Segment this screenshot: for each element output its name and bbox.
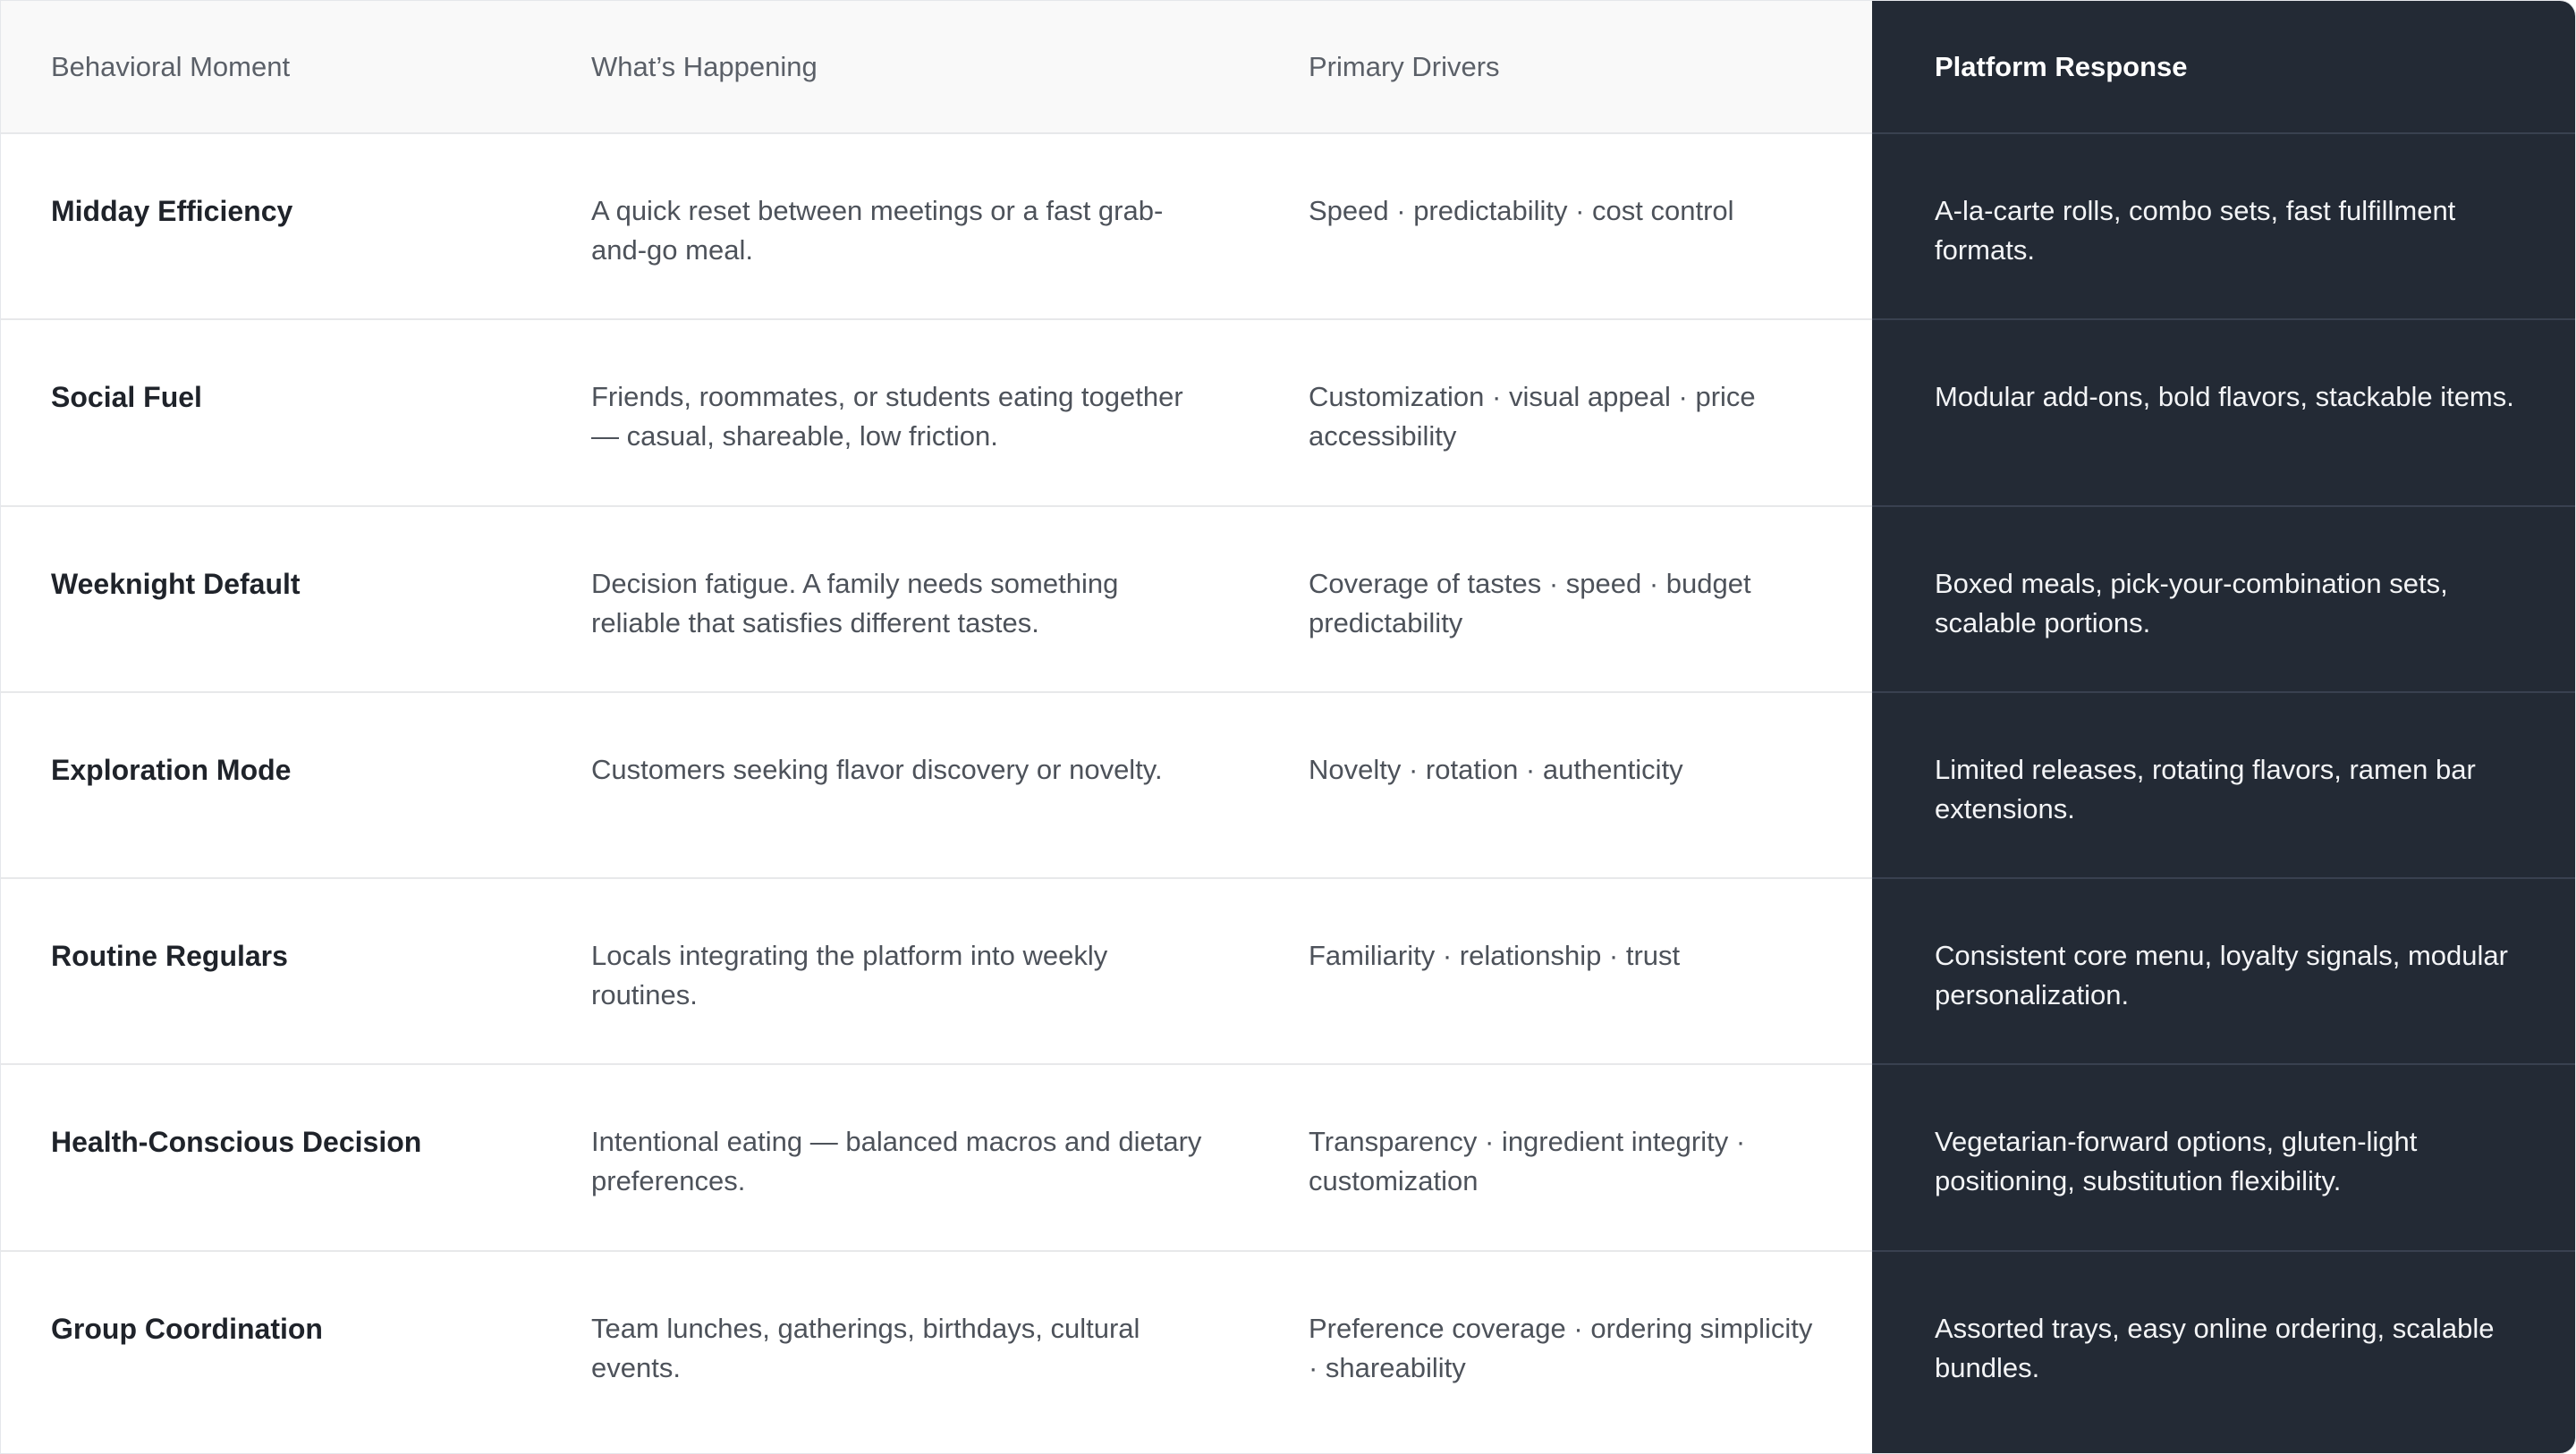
drivers-cell: Transparency · ingredient integrity · customization: [1258, 1064, 1872, 1250]
response-cell: Assorted trays, easy online ordering, scalable bundles.: [1872, 1251, 2575, 1453]
table: [1, 1, 2575, 1453]
table-row: [1, 133, 2575, 319]
drivers-cell: Customization · visual appeal · price accessibility: [1258, 319, 1872, 505]
happening-cell: A quick reset between meetings or a fast grab-and-go meal.: [540, 133, 1258, 319]
table-row: [1, 1064, 2575, 1250]
happening-cell: Locals integrating the platform into weekly routines.: [540, 878, 1258, 1064]
drivers-cell: Coverage of tastes · speed · budget predictability: [1258, 506, 1872, 692]
drivers-cell: Speed · predictability · cost control: [1258, 133, 1872, 319]
moment-cell: Weeknight Default: [1, 506, 540, 692]
header-platform-response: Platform Response: [1872, 1, 2575, 133]
moment-cell: Midday Efficiency: [1, 133, 540, 319]
table-header: [1, 1, 2575, 133]
drivers-cell: Preference coverage · ordering simplicity · shareability: [1309, 1312, 1813, 1383]
response-cell: Limited releases, rotating flavors, ramen bar extensions.: [1872, 692, 2575, 878]
table-row: [1, 319, 2575, 505]
header-row: [1, 1, 2575, 133]
response-cell: A-la-carte rolls, combo sets, fast fulfillment formats.: [1872, 133, 2575, 319]
header-primary-drivers: Primary Drivers: [1258, 1, 1872, 133]
drivers-cell: Familiarity · relationship · trust: [1258, 878, 1872, 1064]
moment-cell: Health-Conscious Decision: [1, 1064, 540, 1250]
happening-cell: Team lunches, gatherings, birthdays, cultural events.: [591, 1312, 1140, 1383]
table-row: [1, 1251, 2575, 1453]
response-cell: Consistent core menu, loyalty signals, modular personalization.: [1872, 878, 2575, 1064]
response-cell: Vegetarian-forward options, gluten-light positioning, substitution flexibility.: [1872, 1064, 2575, 1250]
table-row: [1, 878, 2575, 1064]
happening-cell: Intentional eating — balanced macros and dietary preferences.: [540, 1064, 1258, 1250]
header-whats-happening: What’s Happening: [540, 1, 1258, 133]
moment-cell: Group Coordination: [51, 1312, 323, 1345]
response-cell: Boxed meals, pick-your-combination sets, scalable portions.: [1872, 506, 2575, 692]
moment-cell: Exploration Mode: [1, 692, 540, 878]
table-row: [1, 692, 2575, 878]
response-cell: Modular add-ons, bold flavors, stackable items.: [1872, 319, 2575, 505]
happening-cell: Customers seeking flavor discovery or novelty.: [540, 692, 1258, 878]
table-body: [1, 133, 2575, 1453]
moment-cell: Routine Regulars: [1, 878, 540, 1064]
moment-cell: Social Fuel: [1, 319, 540, 505]
drivers-cell: Novelty · rotation · authenticity: [1258, 692, 1872, 878]
header-behavioral-moment: Behavioral Moment: [1, 1, 540, 133]
happening-cell: Friends, roommates, or students eating together — casual, shareable, low friction.: [540, 319, 1258, 505]
table-row: [1, 506, 2575, 692]
happening-cell: Decision fatigue. A family needs something reliable that satisfies different tastes.: [540, 506, 1258, 692]
